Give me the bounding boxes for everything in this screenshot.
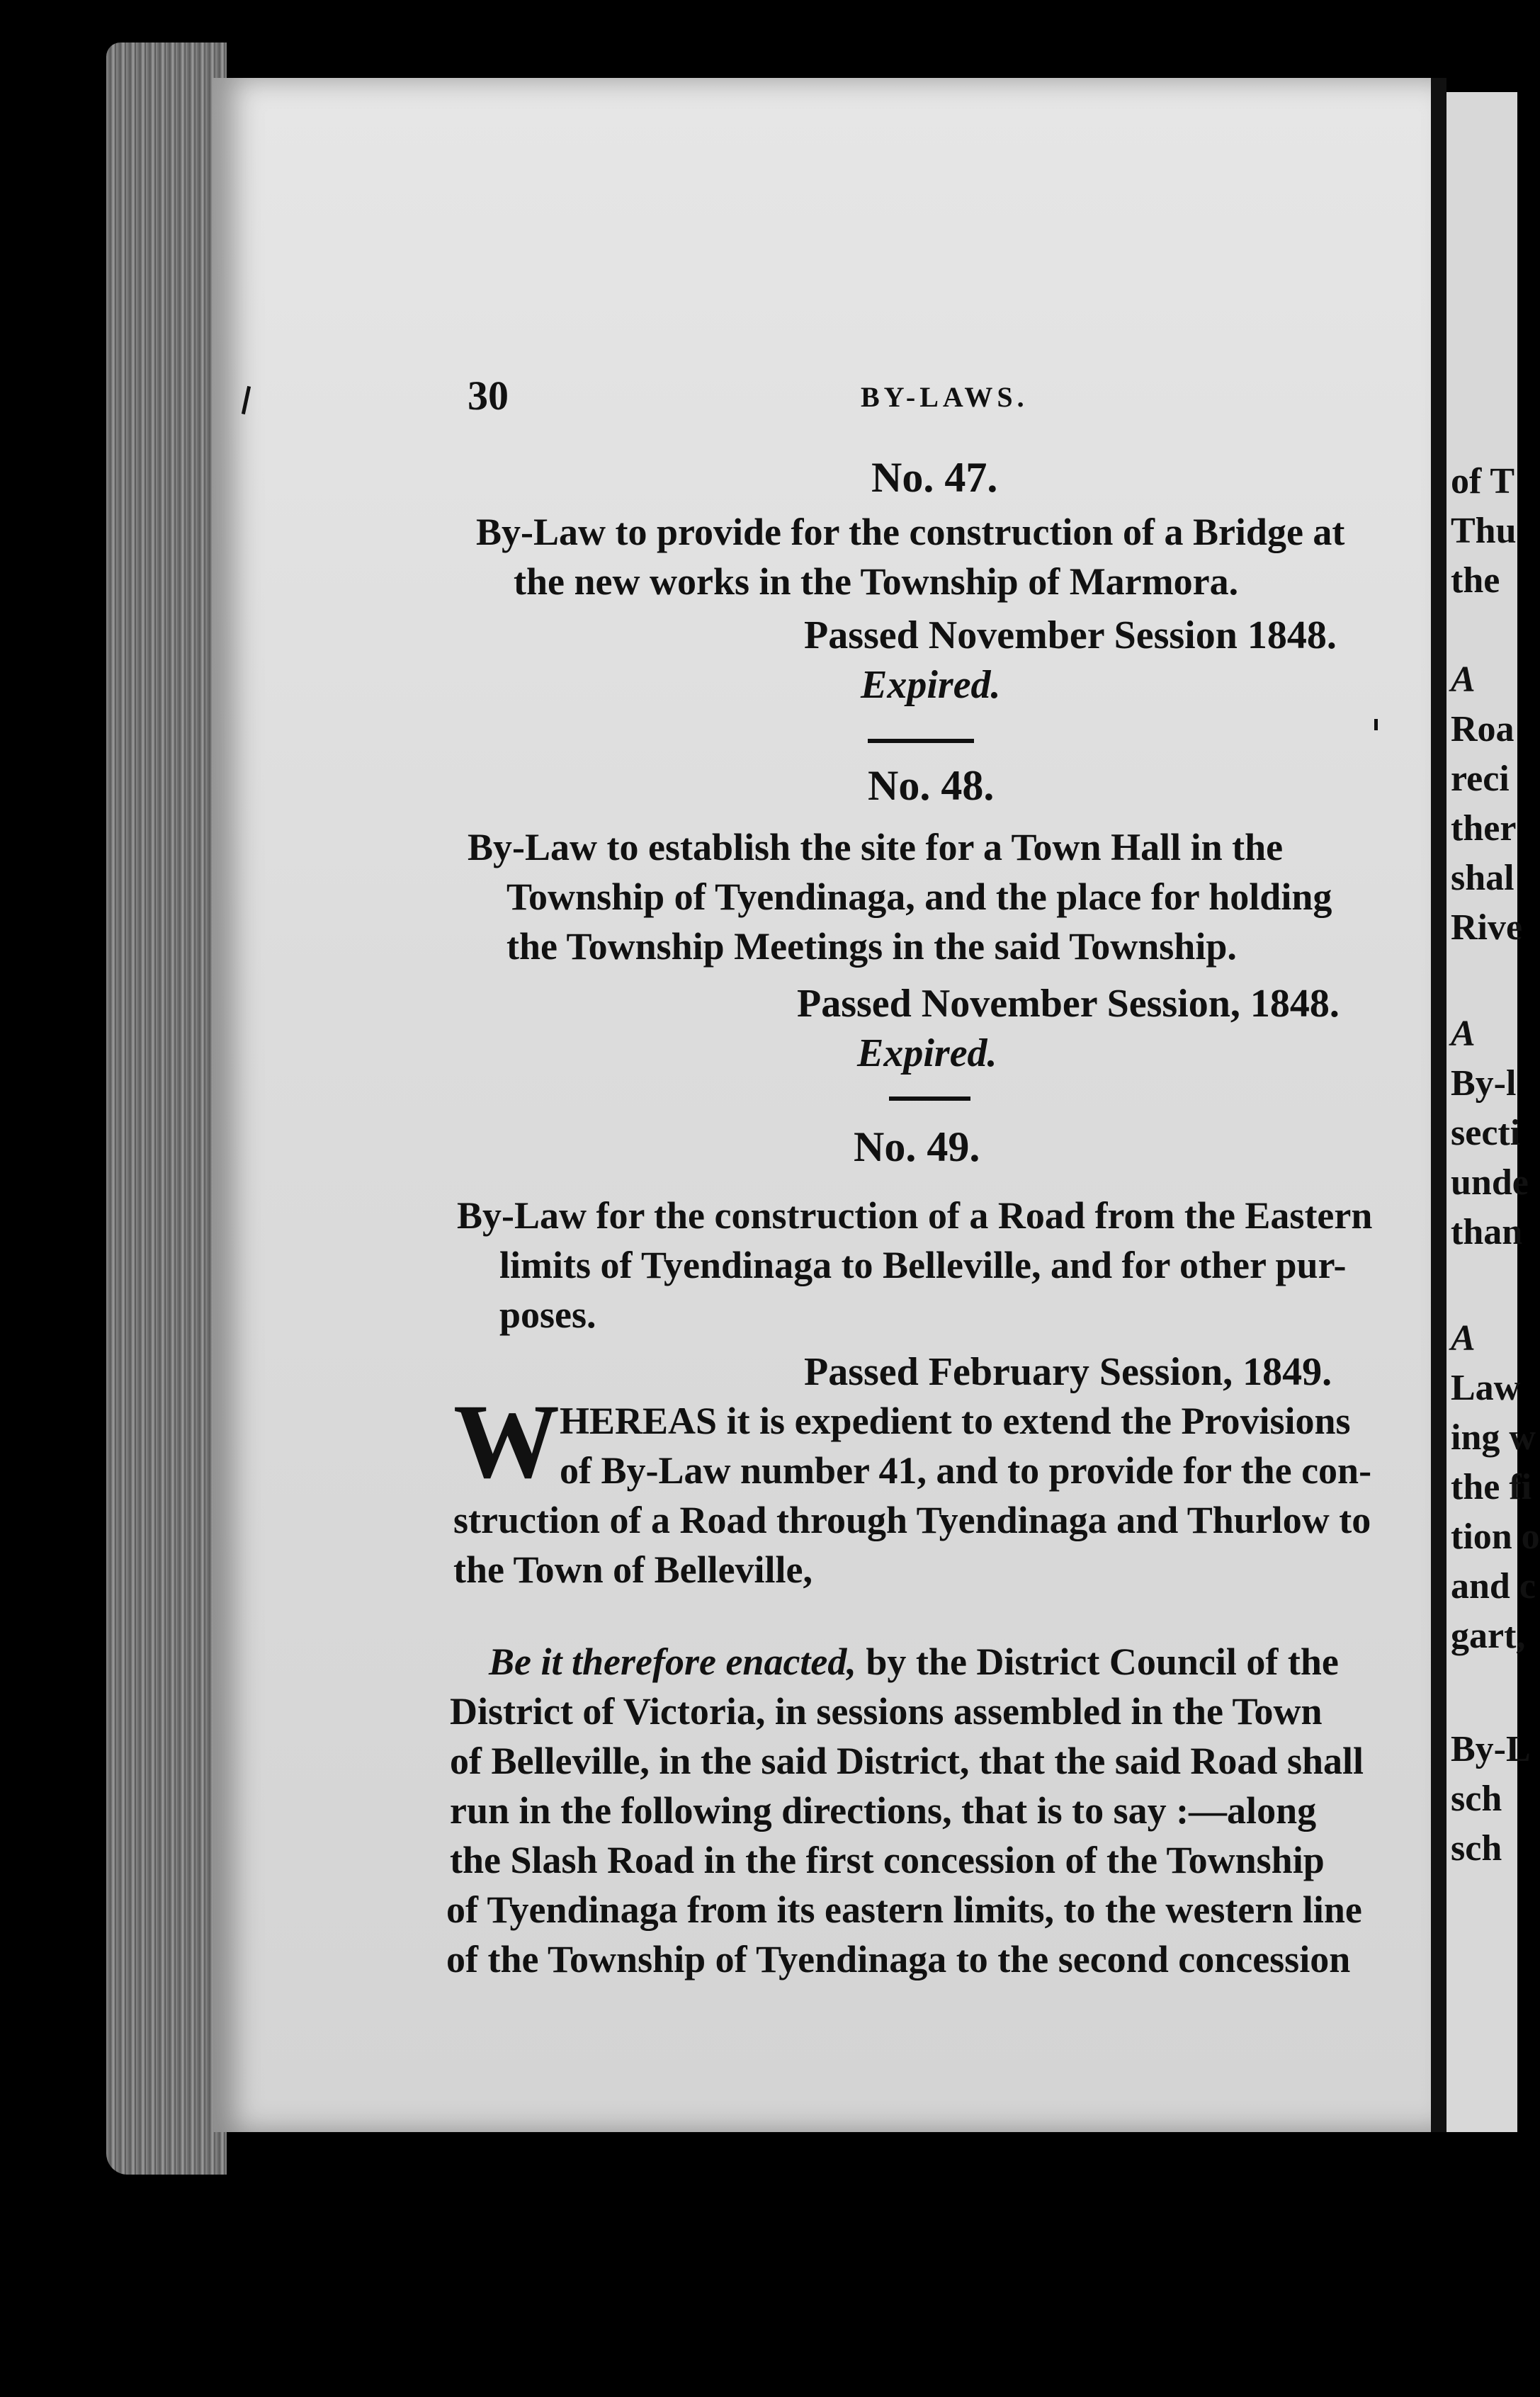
fragment-text: Thu — [1451, 511, 1517, 551]
fragment-text: Law — [1451, 1368, 1521, 1408]
fragment-text: the fi — [1451, 1467, 1532, 1507]
bylaw-49-passed: Passed February Session, 1849. — [804, 1350, 1332, 1394]
fragment-text: sch — [1451, 1828, 1502, 1869]
adjacent-page-fragment — [1446, 92, 1540, 2132]
fragment-text: A — [1451, 659, 1476, 700]
fragment-text: By-l — [1451, 1063, 1517, 1104]
fragment-text: By-L — [1451, 1729, 1531, 1769]
fragment-text: sch — [1451, 1779, 1502, 1819]
fragment-text: reci — [1451, 759, 1510, 799]
section-divider — [868, 739, 974, 743]
enacted-line: of the Township of Tyendinaga to the second concession — [446, 1938, 1351, 1980]
fragment-text: ing w — [1451, 1417, 1536, 1458]
fragment-text: A — [1451, 1014, 1476, 1054]
ink-mark — [1374, 719, 1378, 730]
fragment-text: tion o — [1451, 1517, 1540, 1557]
bylaw-49-title-line: By-Law for the construction of a Road from the Eastern — [457, 1194, 1373, 1237]
enacted-text: by the District Council of the — [856, 1640, 1339, 1683]
fragment-text: unde — [1451, 1162, 1529, 1203]
bylaw-48-passed: Passed November Session, 1848. — [797, 982, 1340, 1026]
bylaw-48-title-line: the Township Meetings in the said Township. — [506, 925, 1237, 968]
whereas-line: the Town of Belleville, — [453, 1548, 813, 1591]
fragment-text: gart, — [1451, 1616, 1526, 1656]
fragment-text: and c — [1451, 1566, 1536, 1606]
whereas-line: of By-Law number 41, and to provide for the con- — [560, 1449, 1372, 1492]
bylaw-47-passed: Passed November Session 1848. — [804, 613, 1337, 657]
enacted-line: the Slash Road in the first concession of the Township — [450, 1839, 1325, 1881]
fragment-text: Rive — [1451, 907, 1523, 948]
fragment-text: Roa — [1451, 709, 1514, 749]
enacted-line: District of Victoria, in sessions assembled in the Town — [450, 1690, 1323, 1733]
bylaw-49-title-line: poses. — [499, 1293, 596, 1336]
whereas-line: HEREAS it is expedient to extend the Provisions — [560, 1400, 1351, 1442]
page-gutter — [1431, 78, 1446, 2132]
running-head — [468, 372, 1388, 421]
bylaw-47-number: No. 47. — [871, 454, 998, 501]
enacted-first-line — [489, 1640, 1339, 1684]
enacted-line: of Belleville, in the said District, that the said Road shall — [450, 1740, 1364, 1782]
enacted-line: of Tyendinaga from its eastern limits, to the western line — [446, 1888, 1362, 1931]
fragment-text: than — [1451, 1212, 1523, 1252]
bylaw-47-status: Expired. — [861, 663, 1001, 707]
bylaw-48-title-line: By-Law to establish the site for a Town Hall in the — [468, 826, 1284, 868]
bylaw-49-number: No. 49. — [854, 1123, 980, 1170]
bylaw-47-title-line: the new works in the Township of Marmora. — [514, 560, 1239, 603]
bylaw-48-number: No. 48. — [868, 762, 995, 809]
bylaw-48-status: Expired. — [857, 1031, 997, 1075]
enacted-italic: Be it therefore enacted, — [489, 1640, 856, 1683]
fragment-text: the — [1451, 560, 1500, 601]
fragment-text: A — [1451, 1318, 1476, 1359]
whereas-line: struction of a Road through Tyendinaga and Thurlow to — [453, 1499, 1371, 1541]
enacted-line: run in the following directions, that is to say :—along — [450, 1789, 1317, 1832]
running-head-title: BY-LAWS. — [861, 381, 1029, 413]
fragment-text: shal — [1451, 858, 1514, 898]
fragment-text: secti — [1451, 1113, 1521, 1153]
bylaw-47-title-line: By-Law to provide for the construction of a Bridge at — [476, 511, 1345, 553]
page-number: 30 — [468, 373, 509, 419]
fragment-text: of T — [1451, 461, 1515, 502]
fragment-text: ther — [1451, 808, 1517, 849]
bylaw-48-title-line: Township of Tyendinaga, and the place for holding — [506, 876, 1332, 918]
section-divider — [889, 1096, 970, 1101]
page-block-edges — [106, 42, 227, 2175]
drop-cap: W — [453, 1383, 560, 1500]
bylaw-49-title-line: limits of Tyendinaga to Belleville, and for other pur- — [499, 1244, 1347, 1286]
